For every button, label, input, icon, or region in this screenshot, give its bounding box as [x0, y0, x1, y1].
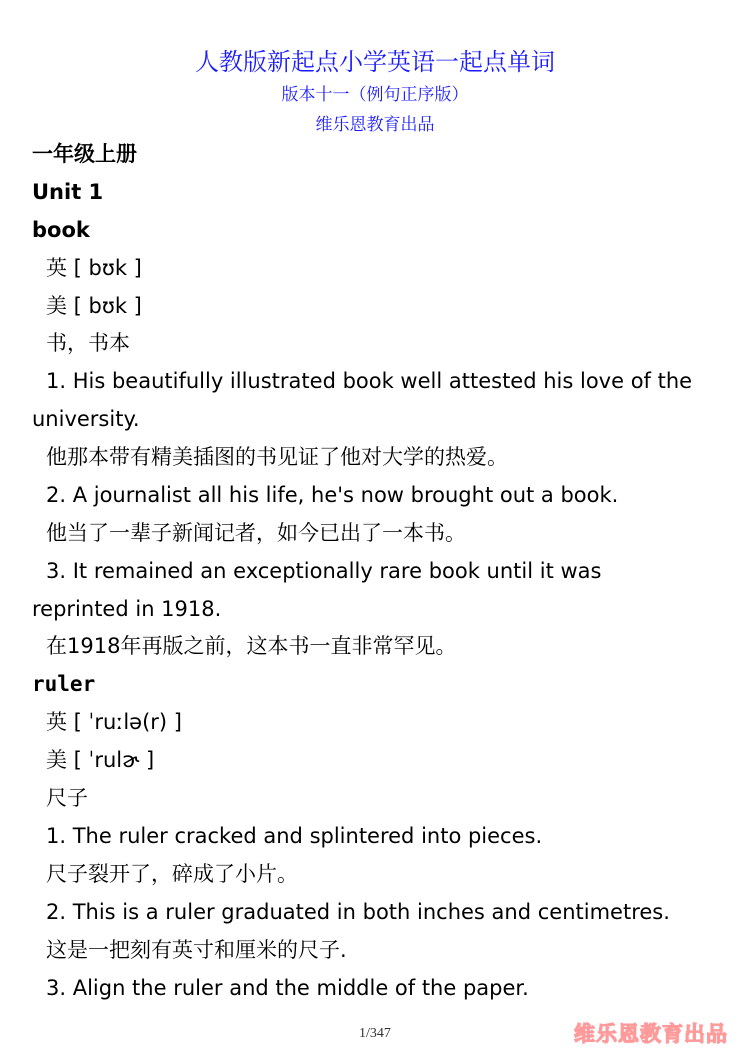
example-zh: 他那本带有精美插图的书见证了他对大学的热爱。 [46, 445, 508, 469]
example-zh: 在1918年再版之前，这本书一直非常罕见。 [46, 634, 457, 658]
example-en: 2. This is a ruler graduated in both inches and centimetres. [46, 900, 670, 924]
example-en: 1. His beautifully illustrated book well attested his love of the [46, 369, 693, 393]
example-en-continued: university. [32, 407, 140, 431]
document-title: 人教版新起点小学英语一起点单词 [195, 48, 555, 76]
unit-heading: Unit 1 [32, 180, 104, 204]
example-zh: 他当了一辈子新闻记者，如今已出了一本书。 [46, 521, 466, 545]
section-heading: 一年级上册 [32, 142, 137, 166]
document-subtitle: 版本十一（例句正序版） [281, 85, 469, 105]
example-en: 3. It remained an exceptionally rare book until it was [46, 559, 602, 583]
example-zh: 尺子裂开了，碎成了小片。 [46, 862, 298, 886]
entry-word: ruler [32, 672, 96, 696]
example-en: 2. A journalist all his life, he's now brought out a book. [46, 483, 619, 507]
page-number: 1/347 [359, 1026, 391, 1041]
watermark-logo: 维乐恩教育出品 [574, 1022, 728, 1046]
meaning: 书，书本 [46, 331, 130, 355]
uk-pronunciation: 英 [ ˈruːlə(r) ] [46, 710, 182, 734]
example-zh: 这是一把刻有英寸和厘米的尺子. [46, 938, 347, 962]
entry-word: book [32, 218, 90, 242]
us-pronunciation: 美 [ bʊk ] [46, 294, 142, 318]
meaning: 尺子 [46, 786, 88, 810]
example-en: 3. Align the ruler and the middle of the paper. [46, 976, 529, 1000]
uk-pronunciation: 英 [ bʊk ] [46, 256, 142, 280]
example-en: 1. The ruler cracked and splintered into pieces. [46, 824, 543, 848]
publisher-line: 维乐恩教育出品 [315, 115, 435, 135]
us-pronunciation: 美 [ ˈrulɚ ] [46, 748, 155, 772]
example-en-continued: reprinted in 1918. [32, 597, 222, 621]
